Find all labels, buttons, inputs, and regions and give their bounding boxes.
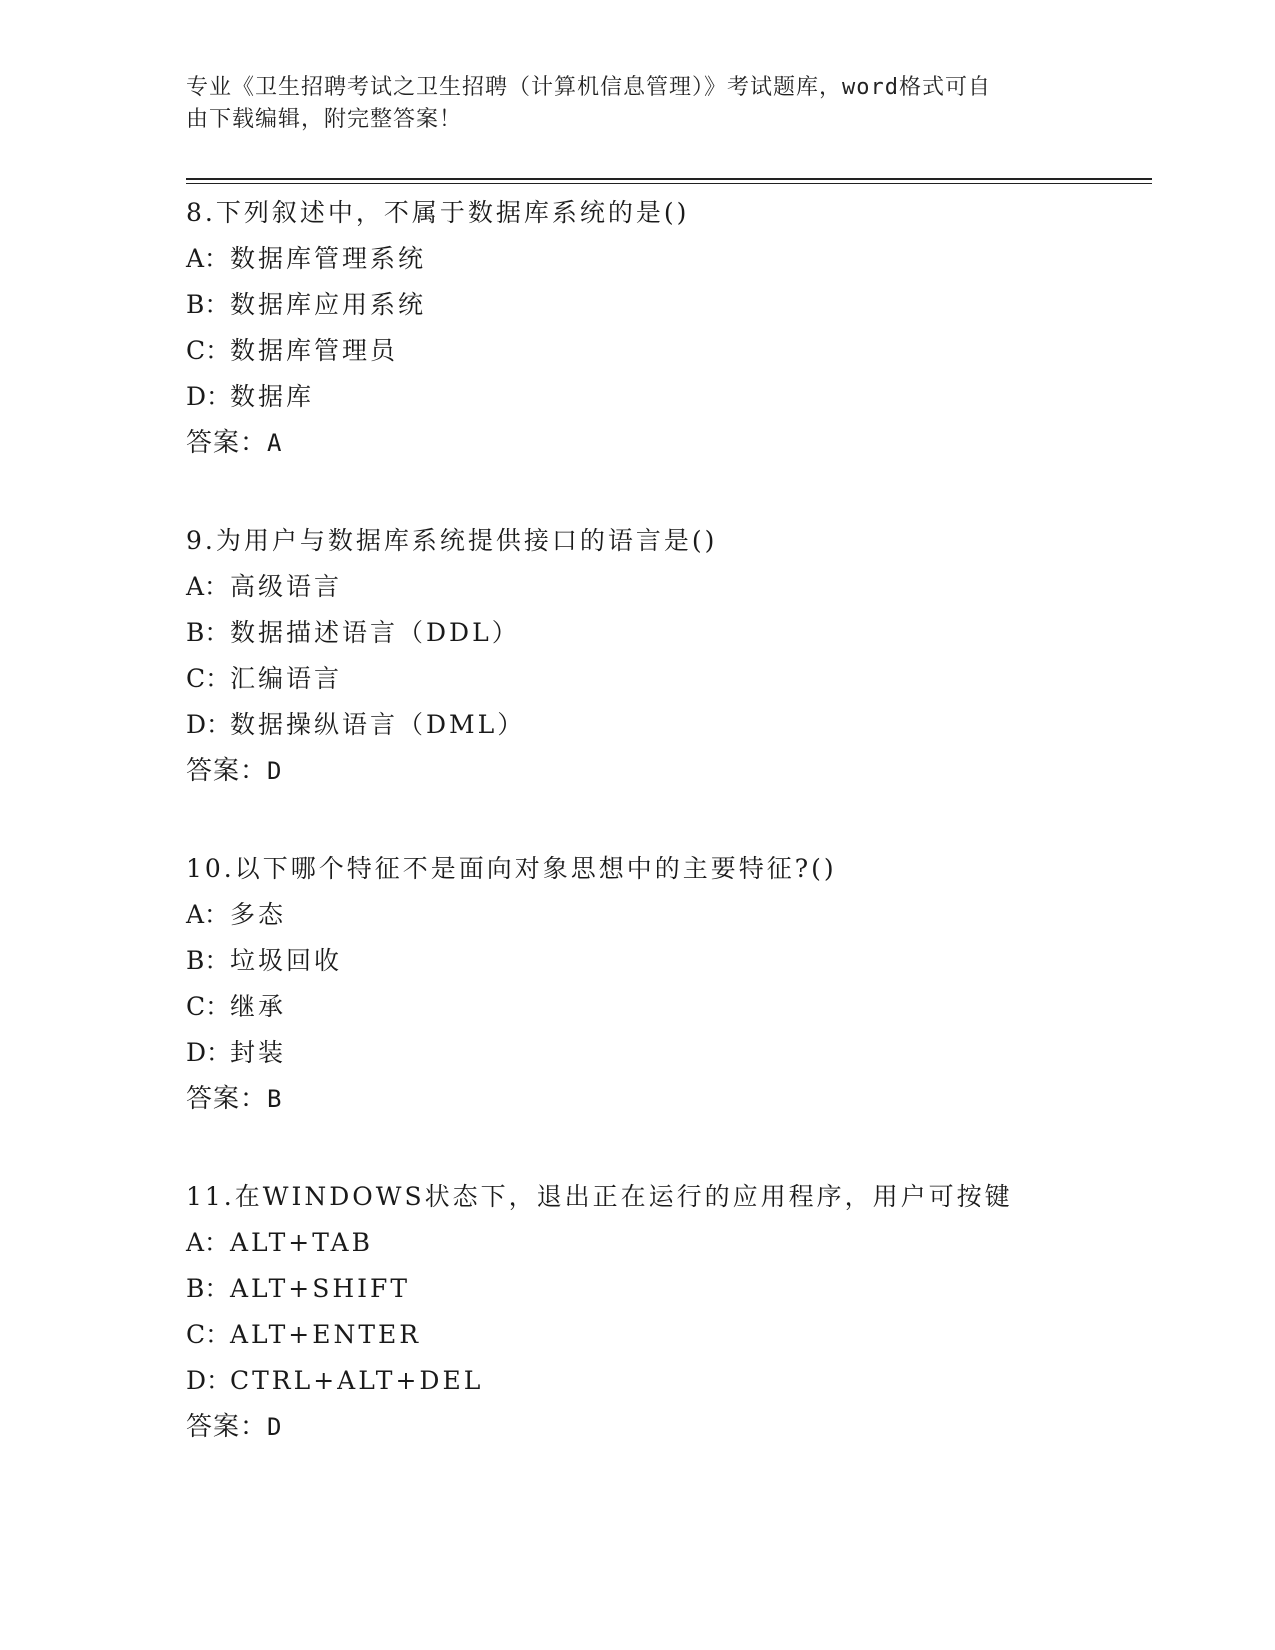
option-key: A： xyxy=(186,572,230,601)
answer-label: 答案： xyxy=(186,1084,268,1114)
question-list xyxy=(186,190,1152,1502)
option-text: 汇编语言 xyxy=(230,664,343,693)
option-c xyxy=(186,328,1152,374)
option-c xyxy=(186,1312,1152,1358)
option-key: A： xyxy=(186,900,230,929)
option-text: CTRL+ALT+DEL xyxy=(230,1366,484,1395)
option-a xyxy=(186,892,1152,938)
option-text: 数据库管理系统 xyxy=(230,244,427,273)
option-text: 数据描述语言（DDL） xyxy=(230,618,520,647)
question-10 xyxy=(186,846,1152,1122)
option-d xyxy=(186,1358,1152,1404)
question-stem: 11.在WINDOWS状态下，退出正在运行的应用程序，用户可按键 xyxy=(186,1182,1013,1211)
option-key: C： xyxy=(186,664,231,693)
header-line-2: 由下载编辑，附完整答案！ xyxy=(186,107,463,132)
option-key: B： xyxy=(186,946,230,975)
option-a xyxy=(186,236,1152,282)
option-text: 数据操纵语言（DML） xyxy=(230,710,526,739)
question-11 xyxy=(186,1174,1152,1450)
option-text: 数据库管理员 xyxy=(230,336,399,365)
option-key: A： xyxy=(186,244,230,273)
option-key: C： xyxy=(186,1320,231,1349)
question-8 xyxy=(186,190,1152,466)
option-b xyxy=(186,938,1152,984)
option-key: C： xyxy=(186,992,231,1021)
option-d xyxy=(186,1030,1152,1076)
option-key: A： xyxy=(186,1228,230,1257)
answer-value: B xyxy=(267,1085,283,1113)
answer-value: D xyxy=(267,757,283,785)
option-text: 数据库应用系统 xyxy=(230,290,427,319)
answer-value: D xyxy=(267,1413,283,1441)
option-a xyxy=(186,1220,1152,1266)
answer-line xyxy=(186,420,1152,466)
option-key: B： xyxy=(186,290,230,319)
option-text: 高级语言 xyxy=(230,572,343,601)
question-stem: 9.为用户与数据库系统提供接口的语言是() xyxy=(186,526,718,555)
option-c xyxy=(186,656,1152,702)
option-key: B： xyxy=(186,1274,230,1303)
option-key: B： xyxy=(186,618,230,647)
option-text: ALT+TAB xyxy=(230,1228,373,1257)
option-d xyxy=(186,702,1152,748)
option-b xyxy=(186,610,1152,656)
option-b xyxy=(186,1266,1152,1312)
option-a xyxy=(186,564,1152,610)
header-line-1: 专业《卫生招聘考试之卫生招聘（计算机信息管理）》考试题库，word格式可自 xyxy=(186,75,991,100)
option-key: C： xyxy=(186,336,231,365)
answer-line xyxy=(186,1404,1152,1450)
option-d xyxy=(186,374,1152,420)
option-text: 封装 xyxy=(230,1038,287,1067)
option-key: D： xyxy=(186,710,232,739)
question-9 xyxy=(186,518,1152,794)
option-c xyxy=(186,984,1152,1030)
option-text: 多态 xyxy=(230,900,287,929)
document-header xyxy=(186,72,1086,136)
question-stem: 10.以下哪个特征不是面向对象思想中的主要特征?() xyxy=(186,854,837,883)
answer-line xyxy=(186,748,1152,794)
option-text: 垃圾回收 xyxy=(230,946,343,975)
option-b xyxy=(186,282,1152,328)
option-text: ALT+SHIFT xyxy=(230,1274,411,1303)
answer-label: 答案： xyxy=(186,1412,268,1442)
answer-label: 答案： xyxy=(186,428,268,458)
question-stem: 8.下列叙述中，不属于数据库系统的是() xyxy=(186,198,690,227)
header-divider-thick xyxy=(186,178,1152,180)
header-divider-thin xyxy=(186,183,1152,184)
option-key: D： xyxy=(186,1038,232,1067)
option-text: ALT+ENTER xyxy=(230,1320,422,1349)
answer-value: A xyxy=(267,429,283,457)
option-text: 数据库 xyxy=(230,382,315,411)
answer-label: 答案： xyxy=(186,756,268,786)
option-text: 继承 xyxy=(230,992,287,1021)
option-key: D： xyxy=(186,382,232,411)
answer-line xyxy=(186,1076,1152,1122)
option-key: D： xyxy=(186,1366,232,1395)
